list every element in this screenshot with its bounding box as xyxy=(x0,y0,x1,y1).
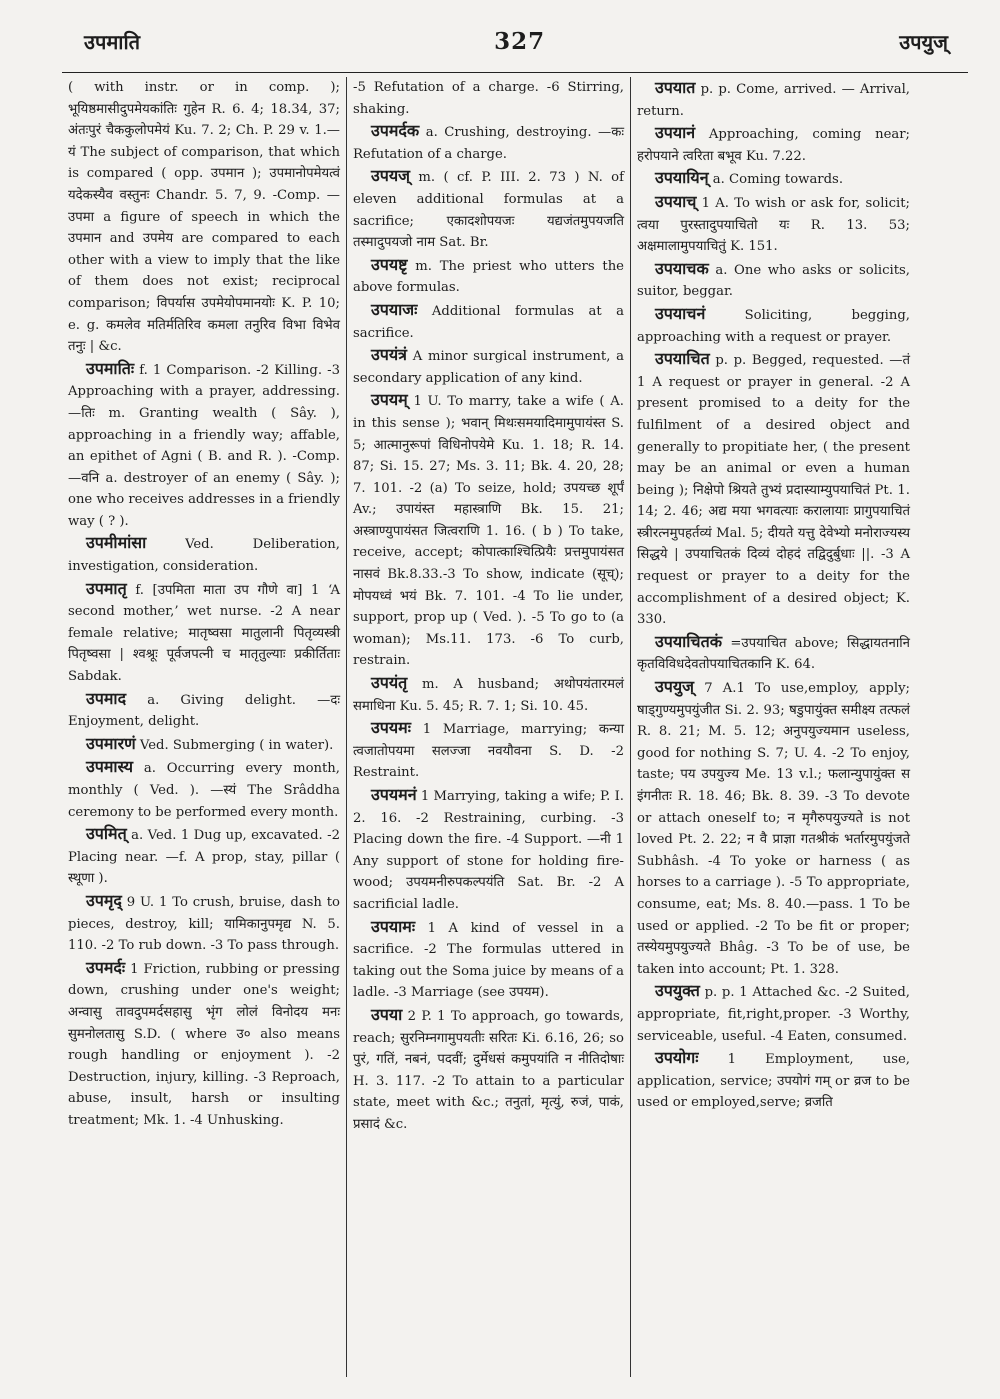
dictionary-entry xyxy=(68,77,340,358)
entry-headword: उपमातिः xyxy=(86,358,135,378)
entry-headword: उपयम् xyxy=(371,390,408,410)
dictionary-entry xyxy=(353,1004,624,1136)
entry-headword: उपयाजः xyxy=(371,299,418,319)
column-2 xyxy=(346,77,630,1377)
dictionary-entry xyxy=(353,120,624,165)
entry-definition: Ved. Submerging ( in water). xyxy=(139,737,334,753)
dictionary-entry xyxy=(353,77,624,120)
entry-definition: 9 U. 1 To crush, bruise, dash to pieces, destroy, kill; यामिकानुपमृद्य N. 5. 110. -2 To rub down. -3 To pass through. xyxy=(68,894,340,954)
entry-definition: Soliciting, begging, approaching with a request or prayer. xyxy=(637,307,910,345)
entry-definition: =उपयाचित above; सिद्धायतनानि कृतविविधदेवतोपयाचितकानि K. 64. xyxy=(637,635,910,673)
dictionary-entry xyxy=(353,299,624,344)
entry-headword: उपयुज् xyxy=(655,677,695,697)
page-number: 327 xyxy=(494,28,546,55)
dictionary-entry xyxy=(637,122,910,167)
dictionary-entry xyxy=(637,631,910,676)
dictionary-entry xyxy=(353,389,624,672)
entry-definition: a. Ved. 1 Dug up, excavated. -2 Placing near. —f. A prop, stay, pillar ( स्थूणा ). xyxy=(68,828,340,887)
entry-definition: m. The priest who utters the above formulas. xyxy=(353,258,624,296)
page-header xyxy=(62,28,968,72)
dictionary-entry xyxy=(68,688,340,733)
dictionary-entry xyxy=(68,358,340,533)
dictionary-entry xyxy=(68,957,340,1132)
dictionary-entry xyxy=(637,1047,910,1114)
dictionary-entry xyxy=(68,532,340,577)
entry-definition: Additional formulas at a sacrifice. xyxy=(353,303,624,341)
entry-definition: f. [उपमिता माता उप गौणे वा] 1 ‘A second mother,’ wet nurse. -2 A near female relative; मातृष्वसा मातुलानी पितृव्यस्त्री पितृष्वसा | श्वश्रूः पूर्वजपत्नी च मातृतुल्याः प्रकीर्तिताः Sabdak. xyxy=(68,582,340,685)
dictionary-entry xyxy=(353,672,624,717)
text-columns xyxy=(62,77,968,1377)
entry-headword: उपमित् xyxy=(86,824,127,844)
dictionary-entry xyxy=(353,344,624,389)
entry-headword: उपयाचनं xyxy=(655,303,706,323)
entry-headword: उपयंत्रं xyxy=(371,345,407,365)
dictionary-entry xyxy=(637,348,910,631)
entry-headword: उपमर्दक xyxy=(371,121,420,141)
header-left-guide-word: उपमाति xyxy=(84,30,141,54)
entry-definition: 7 A.1 To use,employ, apply; षाड्गुण्यमुपयुंजीत Si. 2. 93; षडुपायुंक्त समीक्ष्य तत्फलं R. 8. 21; M. 5. 12; अनुपयुज्यमान useless, good for nothing S. 7; U. 4. -2 To enjoy, taste; पय उपयुज्य Me. 13 v.l.; फलान्युपायुंक्त स इंगनीतः R. 18. 46; Bk. 8. 39. -3 To devote or attach oneself to; न मृगैरुपयुज्यते is not loved Pt. 2. 22; न वै प्राज्ञा गतश्रीकं भर्तारमुपयुंजते Subhâsh. -4 To yoke or harness ( as horses to a carriage ). -5 To appropriate, consume, eat; Ms. 8. 40.—pass. 1 To be used or applied. -2 To be fit or proper; तस्येयमुपयुज्यते Bhâg. -3 To be of use, be taken into account; Pt. 1. 328. xyxy=(637,681,910,977)
dictionary-entry xyxy=(637,303,910,348)
entry-definition: Ved. Deliberation, investigation, consideration. xyxy=(68,537,340,575)
entry-headword: उपयानं xyxy=(655,123,696,143)
dictionary-entry xyxy=(353,717,624,784)
dictionary-entry xyxy=(353,916,624,1004)
entry-headword: उपमातृ xyxy=(86,578,127,598)
entry-definition: -5 Refutation of a charge. -6 Stirring, shaking. xyxy=(353,80,624,117)
dictionary-entry xyxy=(68,733,340,757)
entry-headword: उपयामः xyxy=(371,916,416,936)
dictionary-entry xyxy=(637,980,910,1047)
entry-headword: उपमीमांसा xyxy=(86,533,147,553)
entry-definition: a. One who asks or solicits, suitor, beggar. xyxy=(637,262,910,300)
dictionary-entry xyxy=(68,578,340,688)
dictionary-entry xyxy=(68,756,340,823)
dictionary-entry xyxy=(353,254,624,299)
entry-definition: 1 A kind of vessel in a sacrifice. -2 The formulas uttered in taking out the Soma juice by means of a ladle. -3 Marriage (see उपयम). xyxy=(353,920,624,1001)
entry-definition: a. Occurring every month, monthly ( Ved. ). —स्यं The Srâddha ceremony to be performed every month. xyxy=(68,761,340,820)
entry-definition: 1 Employment, use, application, service; उपयोगं गम् or व्रज to be used or employed,serve; व्रजति xyxy=(637,1052,910,1111)
entry-definition: ( with instr. or in comp. ); भूयिष्ठमासीदुपमेयकांतिः गुहेन R. 6. 4; 18.34, 37; अंतःपुरं चैककुलोपमेयं Ku. 7. 2; Ch. P. 29 v. 1.—यं The subject of comparison, that which is compared ( opp. उपमान ); उपमानोपमेयत्वं यदेकस्यैव वस्तुनः Chandr. 5. 7, 9. -Comp. —उपमा a figure of speech in which the उपमान and उपमेय are compared to each other with a view to imply that the like of them does not exist; reciprocal comparison; विपर्यास उपमेयोपमानयोः K. P. 10; e. g. कमलेव मतिर्मतिरिव कमला तनुरिव विभा विभेव तनुः | &c. xyxy=(68,80,340,355)
column-3 xyxy=(630,77,916,1377)
dictionary-entry xyxy=(637,191,910,258)
entry-definition: p. p. Come, arrived. — Arrival, return. xyxy=(637,82,911,119)
entry-definition: f. 1 Comparison. -2 Killing. -3 Approaching with a prayer, addressing. —तिः m. Granting wealth ( Sây. ), approaching in a friendly way; affable, an epithet of Agni ( B. and R. ). -Comp. —वनि a. destroyer of an enemy ( Sây. ); one who receives addresses in a friendly way ( ? ). xyxy=(68,362,340,529)
entry-definition: m. A husband; अथोपयंतारमलं समाधिना Ku. 5. 45; R. 7. 1; Si. 10. 45. xyxy=(353,677,624,714)
dictionary-entry xyxy=(353,165,624,253)
header-rule xyxy=(62,72,968,73)
entry-headword: उपयमनं xyxy=(371,785,417,804)
entry-headword: उपयष्टृ xyxy=(371,254,408,274)
entry-definition: m. ( cf. P. III. 2. 73 ) N. of eleven additional formulas at a sacrifice; एकादशोपयजः यद्यजंतमुपयजति तस्मादुपयजो नाम Sat. Br. xyxy=(353,170,624,251)
entry-headword: उपयोगः xyxy=(655,1048,699,1068)
entry-definition: a. Crushing, destroying. —कः Refutation of a charge. xyxy=(353,125,624,162)
entry-definition: 1 U. To marry, take a wife ( A. in this sense ); भवान् मिथःसमयादिमामुपायंस्त S. 5; आत्मानुरूपां विधिनोपयेमे Ku. 1. 18; R. 14. 87; Si. 15. 27; Ms. 3. 11; Bk. 4. 20, 28; 7. 101. -2 (a) To seize, hold; उपयच्छ शूर्पं Av.; उपायंस्त महास्त्राणि Bk. 15. 21; अस्त्राण्युपायंसत जित्वराणि 1. 16. ( b ) To take, receive, accept; कोपात्काश्चित्प्रियैः प्रत्तमुपायंसत नासवं Bk.8.33.-3 To show, indicate (सूच्); मोपयध्वं भयं Bk. 7. 101. -4 To lie under, support, prop up ( Ved. ). -5 To go to (a woman); Ms.11. 173. -6 To curb, restrain. xyxy=(353,394,625,669)
entry-headword: उपयज् xyxy=(371,166,411,186)
entry-definition: 1 Friction, rubbing or pressing down, crushing under one's weight; अन्वासु तावदुपमर्दसहासु भृंग लोलं विनोदय मनः सुमनोलतासु S.D. ( where उ० also means rough handling or enjoyment ). -2 Destruction, injury, killing. -3 Reproach, abuse, insult, harsh or insulting treatment; Mk. 1. -4 Unhusking. xyxy=(68,961,340,1128)
entry-definition: 1 Marrying, taking a wife; P. I. 2. 16. -2 Restraining, curbing. -3 Placing down the fire. -4 Support. —नी 1 Any support of stone for holding fire-wood; उपयमनीरुपकल्पयंति Sat. Br. -2 A sacrificial ladle. xyxy=(353,789,624,912)
entry-headword: उपयुक्त xyxy=(655,981,700,1001)
dictionary-entry xyxy=(353,784,624,916)
column-1 xyxy=(62,77,346,1377)
entry-headword: उपमास्य xyxy=(86,757,134,777)
entry-headword: उपयात xyxy=(655,78,696,97)
dictionary-entry xyxy=(68,823,340,890)
entry-headword: उपयायिन् xyxy=(655,168,709,188)
entry-headword: उपमारणं xyxy=(86,733,136,753)
entry-headword: उपयंतृ xyxy=(371,673,408,693)
entry-definition: Approaching, coming near; हरोपयाने त्वरिता बभूव Ku. 7.22. xyxy=(637,127,910,164)
entry-definition: 1 A. To wish or ask for, solicit; त्वया पुरस्तादुपयाचितो यः R. 13. 53; अक्षमालामुपयाचितुं K. 151. xyxy=(637,195,910,255)
entry-headword: उपमृद् xyxy=(86,890,122,910)
dictionary-entry xyxy=(637,676,910,980)
header-right-guide-word: उपयुज् xyxy=(899,30,948,54)
dictionary-entry xyxy=(637,77,910,122)
dictionary-entry xyxy=(637,167,910,191)
entry-definition: p. p. Begged, requested. —तं 1 A request or prayer in general. -2 A present promised to a deity for the fulfilment of a desired object and generally to propitiate her, ( the present may be an animal or even a human being ); निक्षेपो श्रियते तुभ्यं प्रदास्याम्युपयाचितं Pt. 1. 14; 2. 46; अद्य मया भगवत्याः करालायाः प्रागुपयाचितं स्त्रीरत्नमुपहर्तव्यं Mal. 5; दीयते यत्तु देवेभ्यो मनोराज्यस्य सिद्धये | उपयाचितकं दिव्यं दोहदं तद्विदुर्बुधाः ||. -3 A request or prayer to a deity for the accomplishment of a desired object; K. 330. xyxy=(637,353,910,628)
entry-definition: a. Coming towards. xyxy=(712,172,844,188)
entry-definition: a. Giving delight. —दः Enjoyment, delight. xyxy=(68,692,340,730)
entry-headword: उपया xyxy=(371,1004,403,1024)
entry-headword: उपयाच् xyxy=(655,191,697,211)
entry-headword: उपयाचितकं xyxy=(655,631,722,651)
entry-definition: 2 P. 1 To approach, go towards, reach; सुरनिम्नगामुपयतीः सरितः Ki. 6.16, 26; so पुरं, गतिं, नबनं, पदवीं; दुर्मेधसं कमुपयांति न नीतिदोषाः H. 3. 117. -2 To attain to a particular state, meet with &c.; तनुतां, मृत्युं, रुजं, पाकं, प्रसादं &c. xyxy=(353,1008,624,1132)
dictionary-entry xyxy=(68,890,340,957)
entry-definition: 1 Marriage, marrying; कन्या त्वजातोपयमा सलज्जा नवयौवना S. D. -2 Restraint. xyxy=(353,722,625,781)
entry-headword: उपमाद xyxy=(86,688,127,708)
entry-definition: A minor surgical instrument, a secondary application of any kind. xyxy=(353,349,624,386)
entry-headword: उपयमः xyxy=(371,718,411,738)
entry-headword: उपयाचक xyxy=(655,258,709,278)
entry-headword: उपमर्दः xyxy=(86,957,126,977)
entry-definition: p. p. 1 Attached &c. -2 Suited, appropriate, fit,right,proper. -3 Worthy, serviceable, useful. -4 Eaten, consumed. xyxy=(637,985,910,1044)
entry-headword: उपयाचित xyxy=(655,349,710,369)
dictionary-entry xyxy=(637,258,910,303)
